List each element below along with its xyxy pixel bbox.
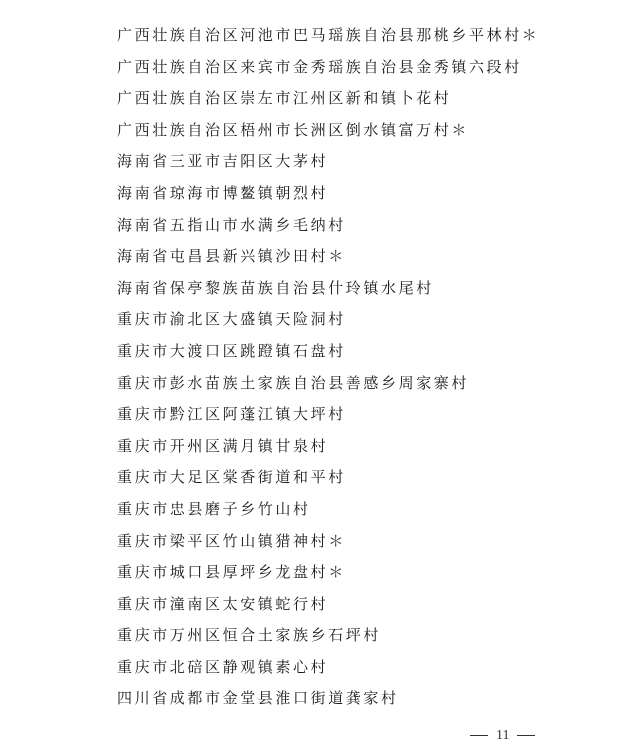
list-item: 海南省三亚市吉阳区大茅村 <box>117 152 329 171</box>
list-item: 海南省五指山市水满乡毛纳村 <box>117 215 346 234</box>
list-item: 海南省琼海市博鳌镇朝烈村 <box>117 183 329 202</box>
list-item: 重庆市万州区恒合土家族乡石坪村 <box>117 626 382 645</box>
footer-dash-right <box>517 735 535 736</box>
village-list <box>117 20 539 715</box>
footer-dash-left <box>470 735 488 736</box>
list-item: 重庆市彭水苗族土家族自治县善感乡周家寨村 <box>117 373 470 392</box>
page-footer <box>470 726 535 745</box>
list-item: 重庆市渝北区大盛镇天险洞村 <box>117 310 346 329</box>
list-item: 重庆市忠县磨子乡竹山村 <box>117 499 311 518</box>
list-item: 广西壮族自治区崇左市江州区新和镇卜花村 <box>117 89 452 108</box>
list-item: 广西壮族自治区河池市巴马瑶族自治县那桃乡平林村＊ <box>117 26 540 44</box>
list-item: 广西壮族自治区梧州市长洲区倒水镇富万村＊ <box>117 120 470 139</box>
list-item: 重庆市梁平区竹山镇猎神村＊ <box>117 531 346 550</box>
list-item: 重庆市北碚区静观镇素心村 <box>117 657 329 676</box>
list-item: 重庆市大足区棠香街道和平村 <box>117 468 346 487</box>
list-item: 四川省成都市金堂县淮口街道龚家村 <box>117 689 399 708</box>
list-item: 重庆市潼南区太安镇蛇行村 <box>117 594 329 613</box>
list-item: 重庆市城口县厚坪乡龙盘村＊ <box>117 563 346 582</box>
page-number: 11 <box>496 728 510 743</box>
list-item: 广西壮族自治区来宾市金秀瑶族自治县金秀镇六段村 <box>117 57 522 76</box>
list-item: 重庆市开州区满月镇甘泉村 <box>117 436 329 455</box>
list-item: 重庆市黔江区阿蓬江镇大坪村 <box>117 405 346 424</box>
list-item: 海南省保亭黎族苗族自治县什玲镇水尾村 <box>117 278 434 297</box>
list-item: 重庆市大渡口区跳蹬镇石盘村 <box>117 341 346 360</box>
list-item: 海南省屯昌县新兴镇沙田村＊ <box>117 247 346 266</box>
